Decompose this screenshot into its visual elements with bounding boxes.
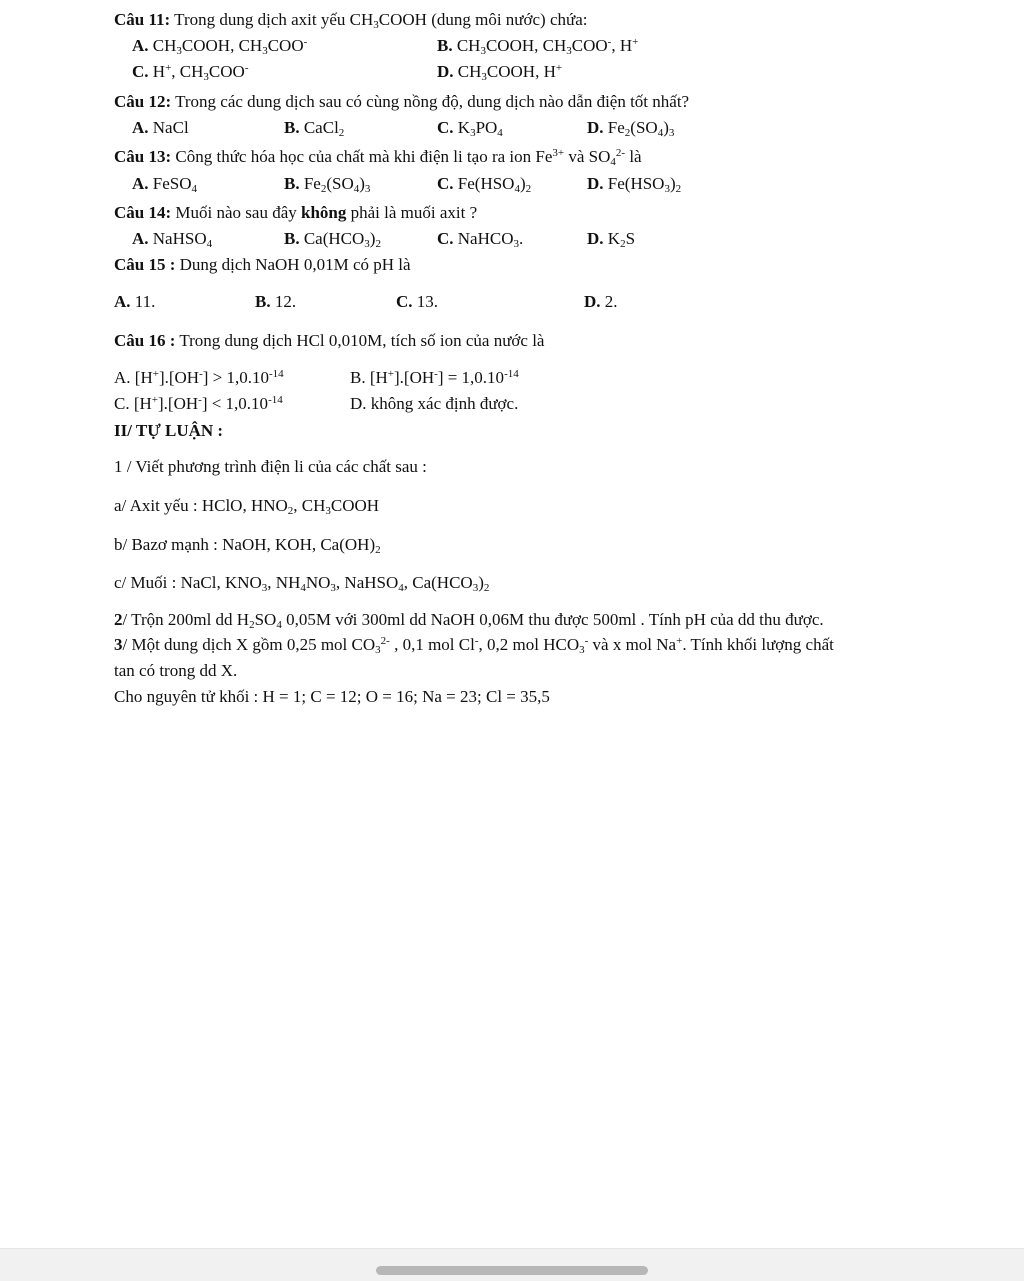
bottom-bar <box>0 1248 1024 1281</box>
home-indicator[interactable] <box>376 1266 648 1275</box>
q12-option-d: D. $Fe_2(SO_4)_3$ <box>587 118 675 139</box>
q14-stem: Câu 14: Muối nào sau đây không phải là muối axit ? <box>114 203 478 222</box>
q13-stem: Câu 13: Công thức hóa học của chất mà khi điện li tạo ra ion $Fe^{3+}$ và $SO_4^{2-}$ là <box>114 147 642 168</box>
q11-option-d: D. $CH_3COOH$, H+ <box>437 62 563 83</box>
q13-label: Câu 13: <box>114 147 172 166</box>
q14-option-d: D. $K_2S$ <box>587 229 636 250</box>
q11-option-c: C. H+, $CH_3COO^-$ <box>132 62 249 83</box>
q16-option-d: D. không xác định được. <box>350 394 519 413</box>
q12-stem: Câu 12: Trong các dung dịch sau có cùng nồng độ, dung dịch nào dẫn điện tốt nhất? <box>114 92 690 111</box>
q11-stem: Câu 11: Trong dung dịch axit yếu $CH_3COOH$ (dung môi nước) chứa: <box>114 10 588 31</box>
q16-option-c: C. $[H^+].[OH^-] < 1,0.10^{-14}$ <box>114 394 283 413</box>
exercise-1c: c/ Muối : NaCl, $KNO_3$, $NH_4NO_3$, NaHSO$_4$, $Ca(HCO_3)_2$ <box>114 573 490 594</box>
q14-option-b: B. $Ca(HCO_3)_2$ <box>284 229 381 250</box>
q11-option-b: B. $CH_3COOH$, $CH_3COO^-$, H+ <box>437 36 639 57</box>
q12-option-a: A. NaCl <box>132 118 189 137</box>
q12-option-b: B. CaCl$_2$ <box>284 118 345 139</box>
q16-option-a: A. $[H^+].[OH^-] > 1,0.10^{-14}$ <box>114 368 284 387</box>
section-title-tu-luan: II/ TỰ LUẬN : <box>114 421 224 440</box>
q15-option-a: A. 11. <box>114 292 156 311</box>
exercise-3: 3/ Một dung dịch X gồm 0,25 mol $CO_3^{2-}$ , 0,1 mol Cl-, 0,2 mol $HCO_3^-$ và x mol Na+. Tính khối lượng chất <box>114 635 834 656</box>
q11-option-a: A. $CH_3COOH$, $CH_3COO^-$ <box>132 36 308 57</box>
q15-label: Câu 15 : <box>114 255 176 274</box>
exercise-3-line-2: tan có trong dd X. <box>114 661 238 680</box>
q16-stem: Câu 16 : Trong dung dịch HCl 0,010M, tích số ion của nước là <box>114 331 545 350</box>
q12-label: Câu 12: <box>114 92 172 111</box>
q16-label: Câu 16 : <box>114 331 176 350</box>
q15-stem: Câu 15 : Dung dịch NaOH 0,01M có pH là <box>114 255 411 274</box>
q13-option-a: A. FeSO$_4$ <box>132 174 198 195</box>
q14-label: Câu 14: <box>114 203 172 222</box>
q15-option-b: B. 12. <box>255 292 297 311</box>
q12-option-c: C. $K_3PO_4$ <box>437 118 503 139</box>
q13-option-b: B. $Fe_2(SO_4)_3$ <box>284 174 371 195</box>
q11-label: Câu 11: <box>114 10 171 29</box>
exercise-1b: b/ Bazơ mạnh : NaOH, KOH, $Ca(OH)_2$ <box>114 535 381 556</box>
q15-option-d: D. 2. <box>584 292 618 311</box>
exercise-1a: a/ Axit yếu : HClO, $HNO_2$, $CH_3COOH$ <box>114 496 380 517</box>
q14-option-c: C. NaHCO$_3$. <box>437 229 524 250</box>
q15-option-c: C. 13. <box>396 292 439 311</box>
exercise-1-heading: 1 / Viết phương trình điện li của các chất sau : <box>114 457 427 476</box>
atomic-masses: Cho nguyên tử khối : H = 1; C = 12; O = 16; Na = 23; Cl = 35,5 <box>114 687 550 706</box>
q16-option-b: B. $[H^+].[OH^-] = 1,0.10^{-14}$ <box>350 368 519 387</box>
q13-option-c: C. $Fe(HSO_4)_2$ <box>437 174 532 195</box>
q14-option-a: A. NaHSO$_4$ <box>132 229 213 250</box>
q13-option-d: D. $Fe(HSO_3)_2$ <box>587 174 682 195</box>
exercise-2: 2/ Trộn 200ml dd $H_2SO_4$ 0,05M với 300ml dd NaOH 0,06M thu được 500ml . Tính pH của dd thu được. <box>114 610 824 631</box>
